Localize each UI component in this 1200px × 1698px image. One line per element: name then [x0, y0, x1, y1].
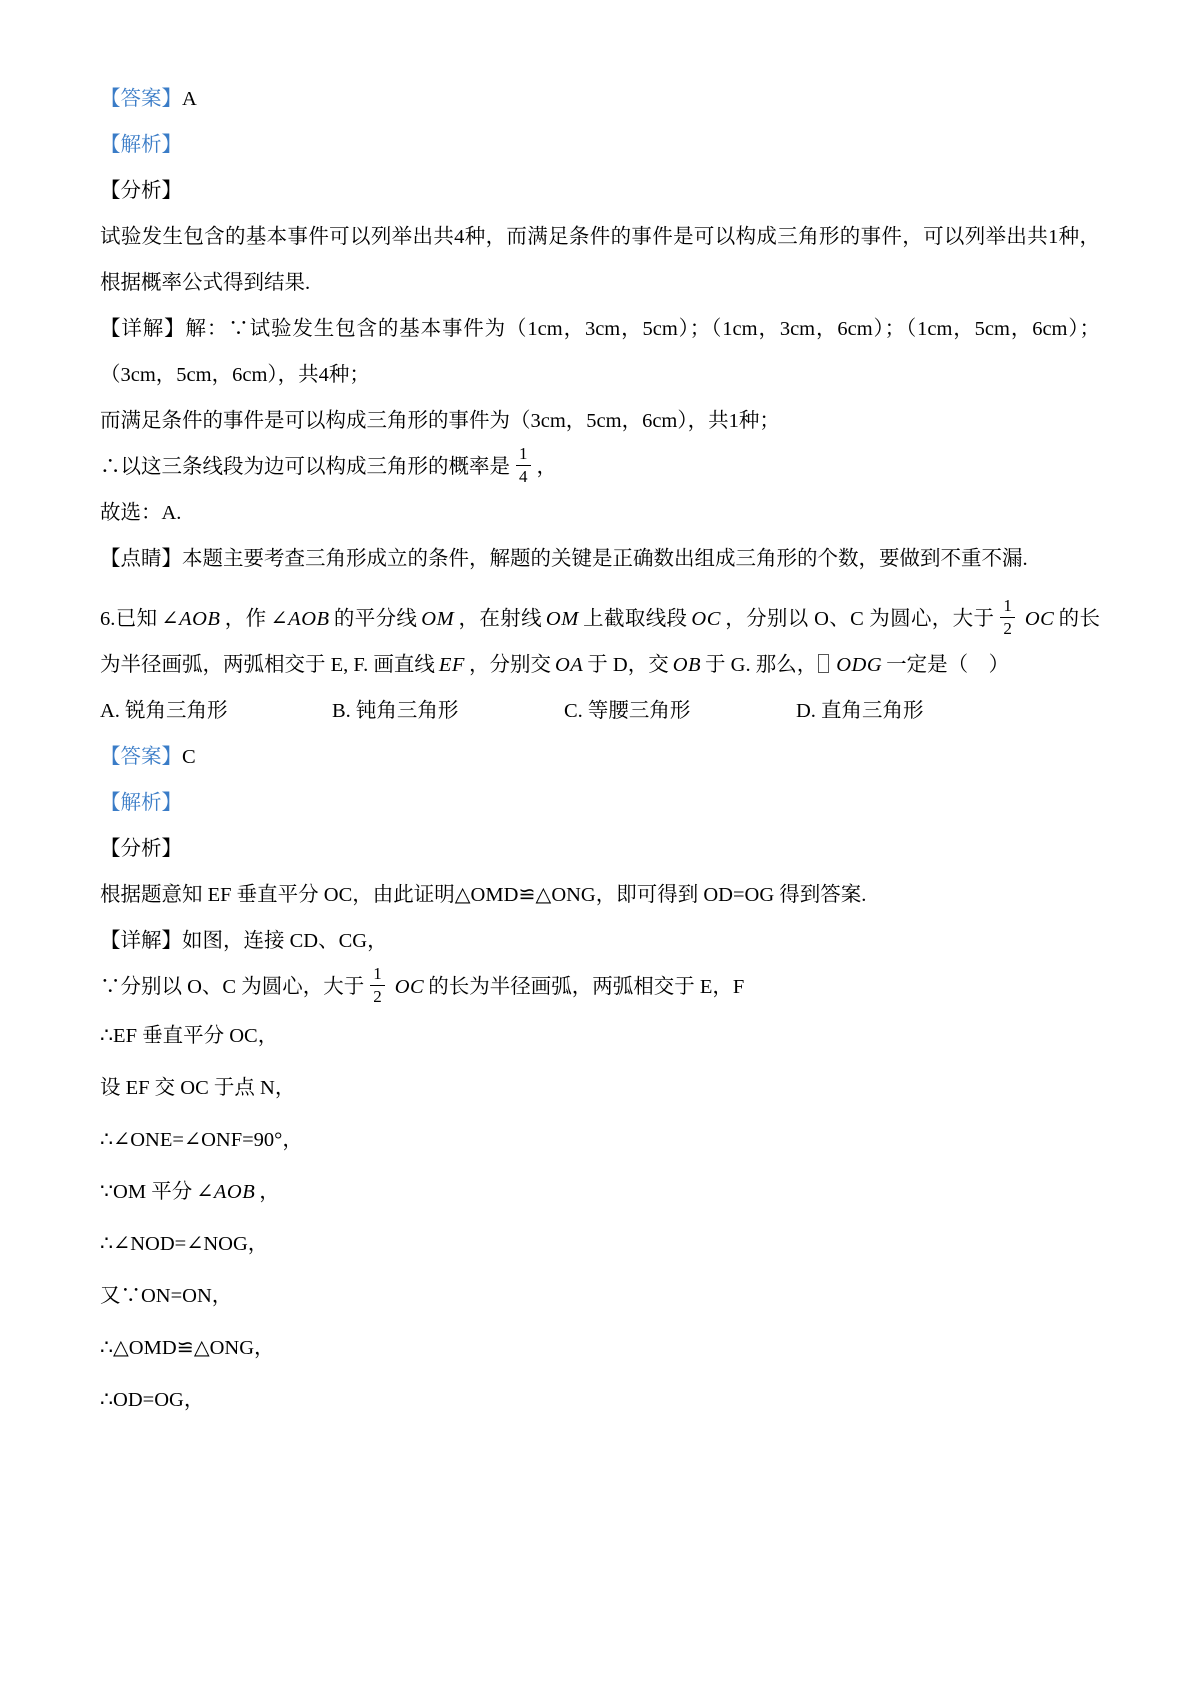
step-8 [100, 1374, 1100, 1426]
fraction-numerator: 1 [516, 444, 531, 466]
tip-5 [100, 536, 1100, 582]
text-run: ∴以这三条线段为边可以构成三角形的概率是 [100, 456, 510, 478]
fraction-denominator: 4 [519, 466, 528, 486]
option-c: C. 等腰三角形 [564, 700, 691, 722]
section-label: 【分析】 [100, 180, 182, 202]
detail-5-conclusion [100, 490, 1100, 536]
fraction [370, 964, 385, 1006]
text-run: ∴∠NOD=∠NOG， [100, 1233, 269, 1255]
step-4 [100, 1166, 1100, 1218]
text-run: 又∵ON=ON， [100, 1285, 233, 1307]
text-run: 【详解】解：∵试验发生包含的基本事件为（1cm，3cm，5cm）；（1cm，3cm，6cm）；（1cm，5cm，6cm）；（3cm，5cm，6cm），共4种； [100, 318, 1100, 386]
analysis-header-6 [100, 780, 1100, 826]
step-3 [100, 1114, 1100, 1166]
text-run: ，分别交 [468, 654, 551, 676]
answer-label: 【答案】 [100, 746, 182, 768]
detail-6-because [100, 964, 1100, 1010]
text-run: ，分别以 O、C 为圆心，大于 [724, 608, 995, 630]
fraction [1000, 596, 1015, 638]
math-expression: EF [438, 654, 465, 676]
text-run: 试验发生包含的基本事件可以列举出共4种，而满足条件的事件是可以构成三角形的事件，可以列举出共1种，根据概率公式得到结果. [100, 226, 1100, 294]
text-run: 【详解】如图，连接 CD、CG， [100, 930, 388, 952]
answer-6 [100, 734, 1100, 780]
detail-6 [100, 918, 1100, 964]
math-expression: ∠AOB [196, 1181, 256, 1203]
fraction-denominator: 2 [1003, 618, 1012, 638]
fraction-numerator: 1 [1000, 596, 1015, 618]
text-run: 上截取线段 [582, 608, 688, 630]
text-run: ∴OD=OG， [100, 1389, 205, 1411]
text-run: 于 D，交 [587, 654, 669, 676]
text-run: 的平分线 [333, 608, 418, 630]
analysis-header-5 [100, 122, 1100, 168]
analysis-subheader-5 [100, 168, 1100, 214]
answer-value: A [182, 88, 197, 110]
step-1 [100, 1010, 1100, 1062]
math-expression: ∠AOB [270, 608, 330, 630]
step-2 [100, 1062, 1100, 1114]
answer-5 [100, 76, 1100, 122]
analysis-label: 【解析】 [100, 134, 182, 156]
math-expression: OA [554, 654, 584, 676]
math-expression: OM [545, 608, 579, 630]
document-body [100, 76, 1100, 1426]
math-expression: OC [394, 976, 425, 998]
text-run: 6.已知 [100, 608, 158, 630]
fraction [516, 444, 531, 486]
text-run: ， [536, 456, 557, 478]
text-run: 【点睛】本题主要考查三角形成立的条件，解题的关键是正确数出组成三角形的个数，要做到不重不漏. [100, 548, 1028, 570]
text-run: ，作 [224, 608, 267, 630]
math-expression: OC [691, 608, 721, 630]
text-run: 而满足条件的事件是可以构成三角形的事件为（3cm，5cm，6cm），共1种； [100, 410, 780, 432]
analysis-subheader-6 [100, 826, 1100, 872]
text-run: 的长为半径画弧，两弧相交于 E, F. 画直线 [100, 608, 1101, 676]
text-run: ∴△OMD≌△ONG， [100, 1337, 275, 1359]
math-expression: ODG [836, 654, 883, 676]
text-run: 根据题意知 EF 垂直平分 OC，由此证明△OMD≌△ONG，即可得到 OD=OG 得到答案. [100, 884, 867, 906]
math-expression: ∠AOB [161, 608, 221, 630]
text-run: 于 G. 那么， [705, 654, 818, 676]
analysis-body-5 [100, 214, 1100, 306]
option-a: A. 锐角三角形 [100, 700, 228, 722]
text-run: ∴∠ONE=∠ONF=90°， [100, 1129, 303, 1151]
text-run: ∵OM 平分 [100, 1181, 193, 1203]
text-run: 设 EF 交 OC 于点 N， [100, 1077, 296, 1099]
detail-5-line2 [100, 398, 1100, 444]
analysis-body-6 [100, 872, 1100, 918]
answer-value: C [182, 746, 196, 768]
option-b: B. 钝角三角形 [332, 700, 459, 722]
text-run: 一定是（ ） [886, 654, 1010, 676]
math-expression: OB [672, 654, 702, 676]
fraction-numerator: 1 [370, 964, 385, 986]
text-run: ∴EF 垂直平分 OC， [100, 1025, 279, 1047]
text-run: 故选：A. [100, 502, 182, 524]
option-d: D. 直角三角形 [796, 700, 924, 722]
math-expression: OM [421, 608, 455, 630]
detail-5-probability [100, 444, 1100, 490]
answer-label: 【答案】 [100, 88, 182, 110]
step-7 [100, 1322, 1100, 1374]
text-run: ， [259, 1181, 280, 1203]
detail-5 [100, 306, 1100, 398]
text-run: ，在射线 [458, 608, 542, 630]
missing-glyph-box [818, 654, 829, 673]
text-run: 的长为半径画弧，两弧相交于 E，F [428, 976, 745, 998]
text-run: ∵分别以 O、C 为圆心，大于 [100, 976, 365, 998]
fraction-denominator: 2 [373, 986, 382, 1006]
options-6 [100, 688, 1100, 734]
section-label: 【分析】 [100, 838, 182, 860]
question-6 [100, 596, 1100, 688]
step-6 [100, 1270, 1100, 1322]
math-expression: OC [1024, 608, 1055, 630]
analysis-label: 【解析】 [100, 792, 182, 814]
step-5 [100, 1218, 1100, 1270]
